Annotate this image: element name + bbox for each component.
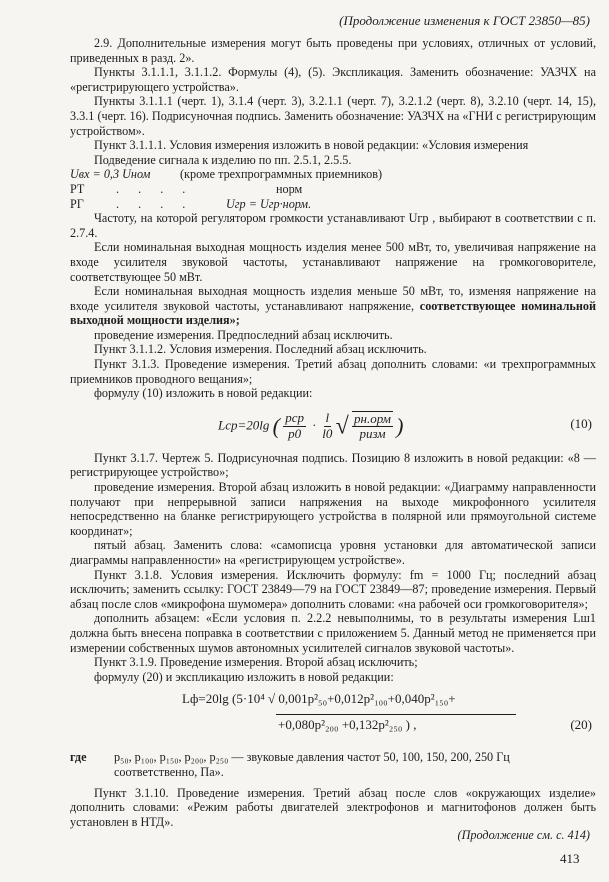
paragraph: Если номинальная выходная мощность изделия менее 500 мВт, то, увеличивая напряжение на входе усилителя звуковой частоты, устанавливают напряжение на громкоговорителе, соответствующее 50 мВт. xyxy=(70,240,596,284)
rt-dots: . . . . xyxy=(116,181,194,196)
paragraph: проведение измерения. Предпоследний абзац исключить. xyxy=(94,327,393,342)
formula-10-lhs: Lср=20lg xyxy=(218,417,270,433)
uvx-formula: Uвх = 0,3 Uном xyxy=(70,167,151,182)
page-number: 413 xyxy=(560,851,580,866)
radical-line xyxy=(276,714,516,715)
continuation-header: (Продолжение изменения к ГОСТ 23850—85) xyxy=(339,13,590,28)
fraction-root: $\frac{\text{pн.орм}}{\text{pизм}}$ xyxy=(354,410,391,442)
paragraph: Пункт 3.1.8. Условия измерения. Исключить формулу: fm = 1000 Гц; последний абзац исключить; заменить ссылку: ГОСТ 23849—79 на ГОСТ 23849—87; проведение измерения. Первый абзац после слов «микрофона шумомера» дополнить словами: «на рабочей оси громкоговорителя»; xyxy=(70,567,596,611)
paragraph: Пункт 3.1.1.2. Условия измерения. Последний абзац исключить. xyxy=(94,342,427,357)
equation-number: (20) xyxy=(570,717,592,733)
paragraph: Пункт 3.1.7. Чертеж 5. Подрисуночная подпись. Позицию 8 изложить в новой редакции: «8 — регистрирующее устройство»; xyxy=(70,450,596,480)
rg-label: РГ xyxy=(70,196,84,211)
document-body xyxy=(70,36,596,829)
paragraph: формулу (10) изложить в новой редакции: xyxy=(94,386,313,401)
rt-label: РТ xyxy=(70,181,85,196)
rg-value: Uгр = Uгр·норм. xyxy=(226,196,312,211)
where-text: p₅₀, p₁₀₀, p₁₅₀, p₂₀₀, p₂₅₀ — звуковые давления частот 50, 100, 150, 200, 250 Гц соответственно, Па». xyxy=(114,750,510,779)
condition-row-uvx xyxy=(70,167,596,182)
paragraph: Пункты 3.1.1.1, 3.1.1.2. Формулы (4), (5). Экспликация. Заменить обозначение: УАЗЧХ на «регистрирующего устройства». xyxy=(70,65,596,94)
paragraph: проведение измерения. Второй абзац изложить в новой редакции: «Диаграмму направленности получают при непрерывной записи напряжения на выходе микрофонного усилителя непосредственно на бланке регистрирующего устройства в полярной или прямоугольной системе координат»; xyxy=(70,480,596,538)
paragraph: 2.9. Дополнительные измерения могут быть проведены при условиях, отличных от условий, приведенных в разд. 2». xyxy=(70,36,596,65)
fraction-l: $\frac{l}{l0}$ xyxy=(322,410,333,441)
paragraph xyxy=(70,284,596,328)
rg-dots: . . . . xyxy=(116,196,194,211)
paragraph: Пункт 3.1.10. Проведение измерения. Третий абзац после слов «окружающих изделие» дополнить словами: «Режим работы двигателей электрофонов и магнитофонов должен быть установлен в НТД». xyxy=(70,785,596,829)
bold-phrase: соответствующее номинальной выходной мощности изделия»; xyxy=(70,298,597,328)
formula-20 xyxy=(70,684,596,748)
paragraph: Пункты 3.1.1.1 (черт. 1), 3.1.4 (черт. 3), 3.2.1.1 (черт. 7), 3.2.1.2 (черт. 8), 3.2.10 (черт. 14, 15), 3.3.1 (черт. 16). Подрисуночная подпись. Заменить обозначение: УАЗЧХ на «ГНИ с регистрирующим устройством». xyxy=(70,94,596,138)
formula-20-line1: Lф=20lg (5·10⁴ √ 0,001p²₅₀+0,012p²₁₀₀+0,040p²₁₅₀+ xyxy=(182,691,456,707)
formula-10: Lср=20lg ( $\frac{\text{pср}}{p0}$ · $\frac{l}{l0}$ √ $\frac{\text{pн.орм}}{\text{pизм}}$ ) (10) xyxy=(218,410,592,442)
paragraph: Пункт 3.1.3. Проведение измерения. Третий абзац дополнить словами: «и трехпрограммных приемников проводного вещания»; xyxy=(70,357,596,386)
paragraph: Подведение сигнала к изделию по пп. 2.5.1, 2.5.5. xyxy=(94,152,352,167)
paragraph: Пункт 3.1.1.1. Условия измерения изложить в новой редакции: «Условия измерения xyxy=(94,138,529,153)
paragraph-text: Если номинальная выходная мощность изделия меньше 50 мВт, то, изменяя напряжение на входе усилителя звуковой частоты, устанавливают напряжение, xyxy=(70,284,596,313)
paragraph: Частоту, на которой регулятором громкости устанавливают Uгр , выбирают в соответствии с п. 2.7.4. xyxy=(70,211,596,240)
paragraph: пятый абзац. Заменить слова: «самописца уровня установки для автоматической записи диаграммы направленности» на «регистрирующем устройстве». xyxy=(70,538,596,567)
where-label: где xyxy=(70,750,87,765)
formula-20-line2: +0,080p²₂₀₀ +0,132p²₂₅₀ ) , xyxy=(278,717,417,733)
condition-row-rg xyxy=(70,197,596,212)
rt-value: норм xyxy=(276,181,303,196)
uvx-note: (кроме трехпрограммных приемников) xyxy=(180,167,383,182)
continuation-footer: (Продолжение см. с. 414) xyxy=(457,828,590,842)
condition-row-rt xyxy=(70,182,596,197)
fraction-p: $\frac{\text{pср}}{p0}$ xyxy=(285,410,304,441)
equation-number: (10) xyxy=(570,415,592,431)
paragraph: Пункт 3.1.9. Проведение измерения. Второй абзац исключить; xyxy=(94,655,418,670)
formula-explication xyxy=(70,750,596,779)
paragraph: формулу (20) и экспликацию изложить в новой редакции: xyxy=(94,669,394,684)
paragraph: дополнить абзацем: «Если условия п. 2.2.2 невыполнимы, то в результаты измерения Lш1 должна быть внесена поправка в соответствии с приложением 5. Данный метод не применяется при измерении собственных шумов автономных усилителей сигналов звуковой частоты». xyxy=(70,611,596,655)
